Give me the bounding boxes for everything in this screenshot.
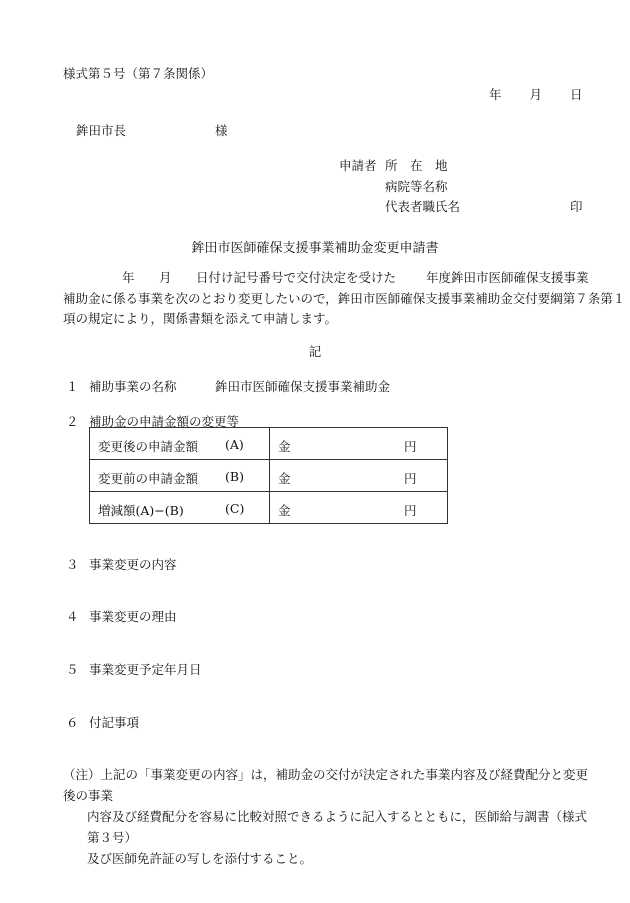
applicant-representative-label: 代表者職氏名 [385, 199, 461, 214]
table-cell-value [270, 460, 448, 492]
item-3-number: ３ [66, 557, 79, 572]
amount-label: 変更前の申請金額 [98, 471, 199, 486]
item-2-number: ２ [66, 414, 79, 429]
item-6-label: 付記事項 [89, 715, 140, 730]
body-year: 年 [122, 270, 135, 285]
document-title: 鉾田市医師確保支援事業補助金変更申請書 [191, 241, 439, 256]
amount-code: (C) [225, 501, 245, 516]
amount-currency: 金 [278, 503, 291, 518]
date-month: 月 [529, 87, 542, 102]
date-line [489, 85, 582, 103]
footnote-line-1: （注）上記の「事業変更の内容」は，補助金の交付が決定された事業内容及び経費配分と変更後の事業 [63, 767, 589, 803]
table-cell-label [90, 460, 270, 492]
date-year: 年 [489, 87, 502, 102]
table-row [90, 460, 448, 492]
seal-mark: 印 [570, 199, 583, 214]
applicant-address-label: 所 在 地 [385, 158, 448, 173]
body-line2: 補助金に係る事業を次のとおり変更したいので，鉾田市医師確保支援事業補助金交付要綱第７条第１ [63, 291, 626, 306]
body-line1-tail: 年度鉾田市医師確保支援事業 [426, 270, 589, 285]
item-4-number: ４ [66, 609, 79, 624]
amount-label: 増減額(A)−(B) [98, 503, 184, 518]
addressee-honorific: 様 [215, 123, 228, 138]
date-day: 日 [569, 87, 583, 102]
amount-currency: 金 [278, 471, 291, 486]
amount-unit: 円 [404, 439, 417, 454]
item-1-number: １ [66, 379, 79, 394]
ki-heading: 記 [308, 344, 322, 359]
item-2-label: 補助金の申請金額の変更等 [89, 414, 240, 429]
item-6-number: ６ [66, 715, 79, 730]
applicant-hospital-label: 病院等名称 [385, 179, 448, 194]
body-line1-rest: 日付け記号番号で交付決定を受けた [196, 270, 397, 285]
amount-code: (A) [225, 437, 244, 452]
amount-unit: 円 [404, 471, 417, 486]
table-row [90, 492, 448, 524]
form-number: 様式第５号（第７条関係） [63, 66, 214, 81]
item-5-label: 事業変更予定年月日 [89, 662, 202, 677]
body-line3: 項の規定により，関係書類を添えて申請します。 [63, 311, 338, 326]
applicant-label: 申請者 [339, 158, 377, 173]
table-cell-value [270, 428, 448, 460]
item-5-number: ５ [66, 662, 79, 677]
table-cell-label [90, 428, 270, 460]
item-1-label: 補助事業の名称 [89, 379, 177, 394]
item-3-label: 事業変更の内容 [89, 557, 177, 572]
amount-code: (B) [225, 469, 244, 484]
item-1-value: 鉾田市医師確保支援事業補助金 [215, 379, 391, 394]
amount-table [89, 427, 448, 524]
addressee-name: 鉾田市長 [76, 123, 127, 138]
amount-currency: 金 [278, 439, 291, 454]
table-cell-label [90, 492, 270, 524]
footnote [63, 764, 593, 869]
amount-unit: 円 [404, 503, 417, 518]
table-cell-value [270, 492, 448, 524]
item-4-label: 事業変更の理由 [89, 609, 177, 624]
footnote-line-2: 内容及び経費配分を容易に比較対照できるように記入するとともに，医師給与調書（様式第３号） [87, 809, 588, 845]
body-month: 月 [159, 270, 172, 285]
amount-label: 変更後の申請金額 [98, 439, 199, 454]
table-row [90, 428, 448, 460]
footnote-line-3: 及び医師免許証の写しを添付すること。 [87, 851, 313, 866]
